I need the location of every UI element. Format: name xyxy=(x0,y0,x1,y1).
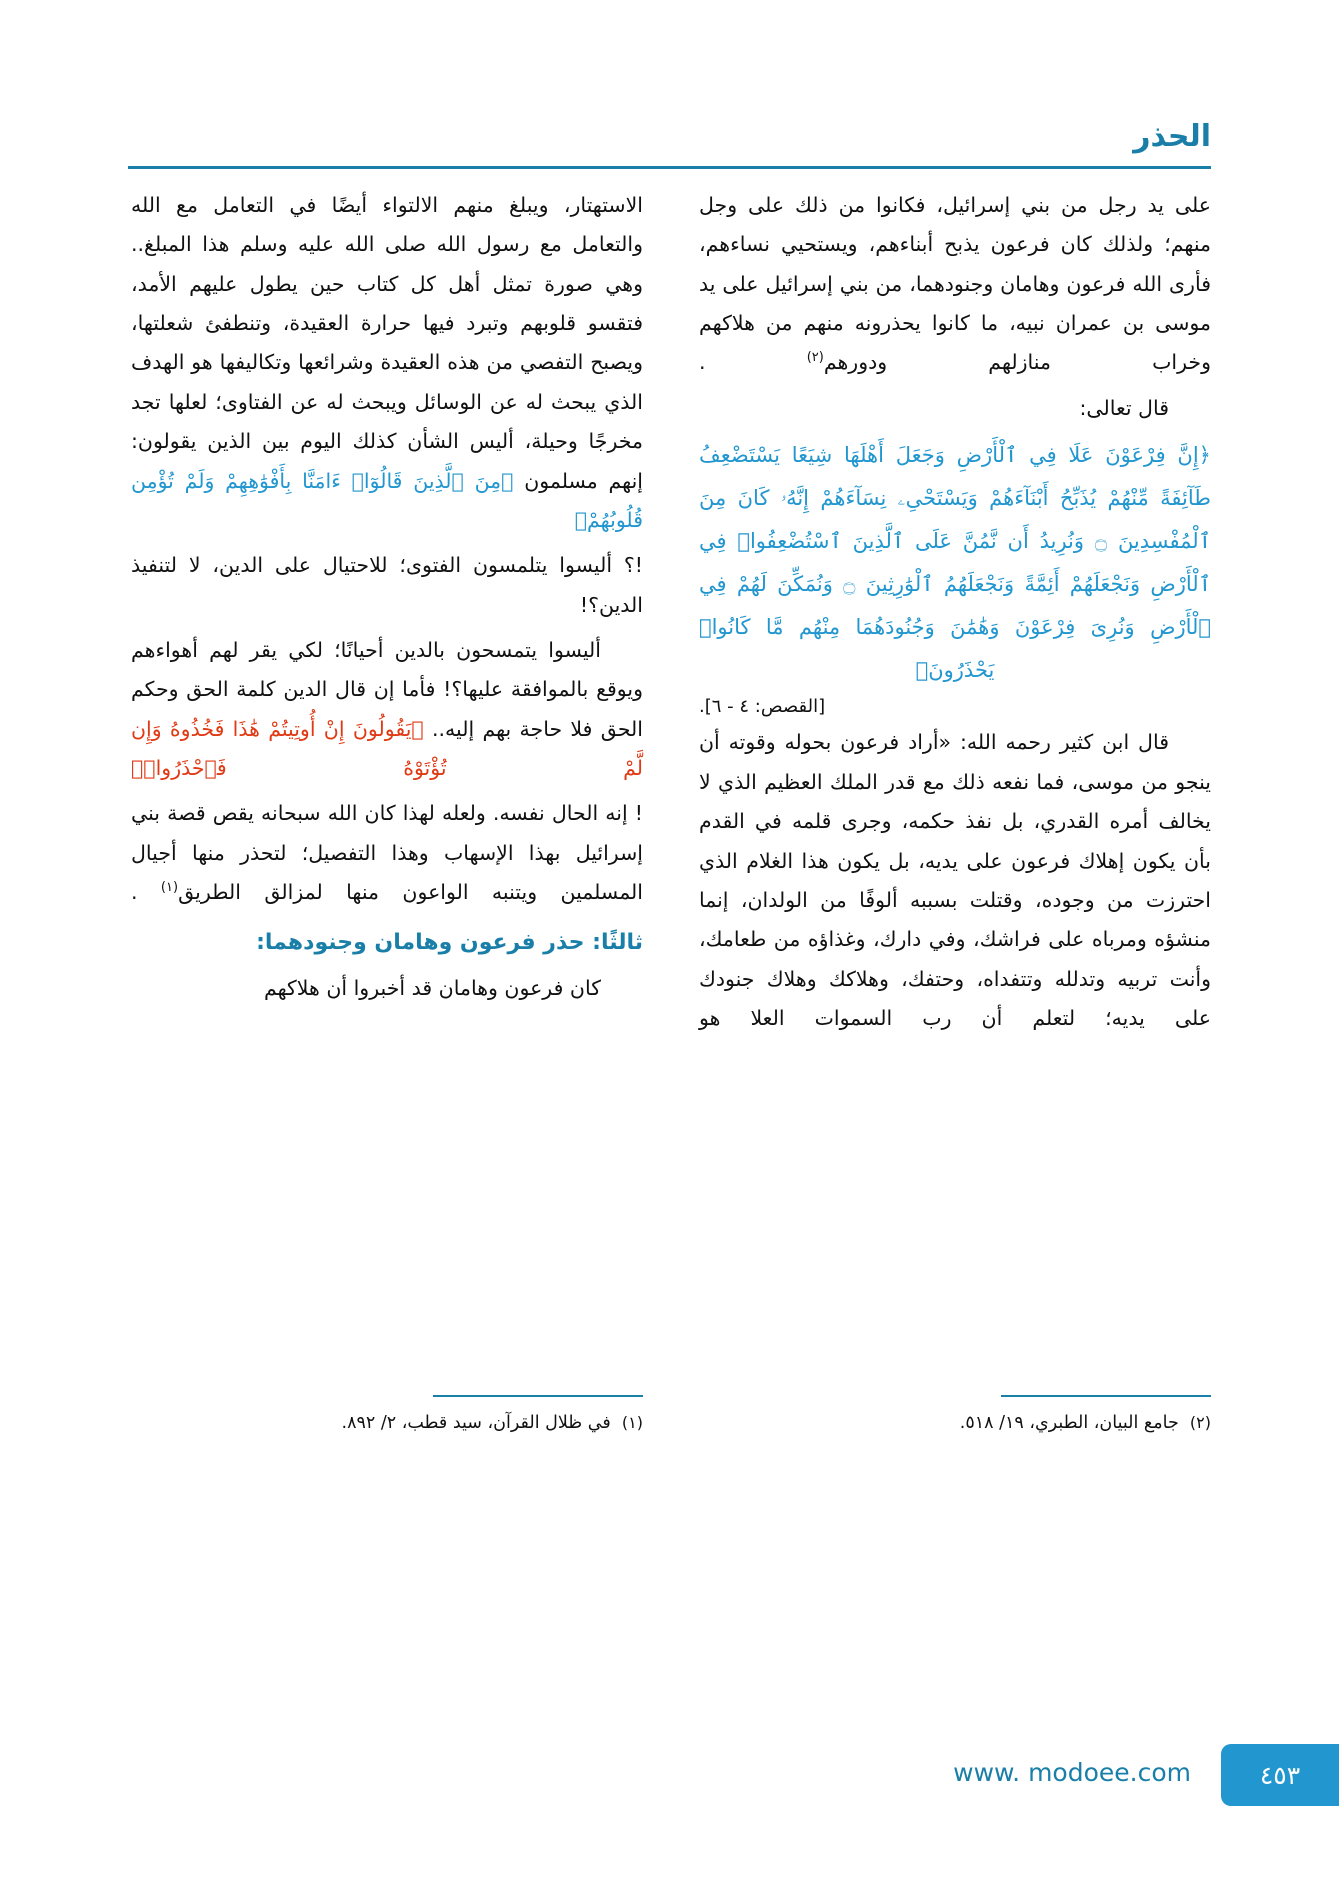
page-header xyxy=(128,120,1211,168)
left-paragraph-1-text: الاستهتار، ويبلغ منهم الالتواء أيضًا في التعامل مع الله والتعامل مع رسول الله صلى الله عليه وسلم هذا المبلغ.. وهي صورة تمثل أهل كل كتاب حين يطول عليهم الأمد، فتقسو قلوبهم وتبرد فيها حرارة العقيدة، وتنطفئ شعلتها، ويصبح التفصي من هذه العقيدة وشرائعها وتكاليفها هو الهدف الذي يبحث له عن الوسائل ويبحث له عن الفتاوى؛ لعلها تجد مخرجًا وحيلة، أليس الشأن كذلك اليوم بين الذين يقولون: إنهم مسلمون xyxy=(131,193,643,493)
footnote-left-column xyxy=(131,1395,643,1465)
footnote-divider-left xyxy=(433,1395,643,1397)
page-title: الحذر xyxy=(1133,119,1211,154)
ibn-kathir-quote: قال ابن كثير رحمه الله: «أراد فرعون بحوله وقوته أن ينجو من موسى، فما نفعه ذلك مع قدر الملك العظيم الذي لا يخالف أمره القدري، بل نفذ حكمه، وجرى قلمه في القدم بأن يكون إهلاك فرعون على يديه، بل يكون هذا الغلام الذي احترزت من وجوده، وقتلت بسببه ألوفًا من الولدان، إنما منشؤه ومرباه على فراشك، وفي دارك، وغذاؤه من طعامك، وأنت تربيه وتدلله وتتفداه، وحتفك، وهلاكك وهلاك جنودك على يديه؛ لتعلم أن رب السموات العلا هو xyxy=(699,730,1211,1030)
footnote-1 xyxy=(131,1409,643,1437)
quran-quote-inline-2: ﴿يَقُولُونَ إِنْ أُوتِيتُمْ هَٰذَا فَخُذُوهُ وَإِن لَّمْ تُؤْتَوْهُ فَٱحْذَرُوا۟﴾ xyxy=(131,716,643,781)
right-paragraph-1-tail: . xyxy=(699,350,807,375)
left-column xyxy=(131,186,643,1356)
site-url[interactable]: www. modoee.com xyxy=(953,1758,1191,1787)
quran-verse-qasas: ﴿إِنَّ فِرْعَوْنَ عَلَا فِي ٱلْأَرْضِ وَجَعَلَ أَهْلَهَا شِيَعًا يَسْتَضْعِفُ طَآئِفَةً مِّنْهُمْ يُذَبِّحُ أَبْنَآءَهُمْ وَيَسْتَحْىِۦ نِسَآءَهُمْ إِنَّهُۥ كَانَ مِنَ ٱلْمُفْسِدِينَ ۝ وَنُرِيدُ أَن نَّمُنَّ عَلَى ٱلَّذِينَ ٱسْتُضْعِفُوا۟ فِي ٱلْأَرْضِ وَنَجْعَلَهُمْ أَئِمَّةً وَنَجْعَلَهُمُ ٱلْوَٰرِثِينَ ۝ وَنُمَكِّنَ لَهُمْ فِي ٱلْأَرْضِ وَنُرِىَ فِرْعَوْنَ وَهَٰمَٰنَ وَجُنُودَهُمَا مِنْهُم مَّا كَانُوا۟ يَحْذَرُونَ﴾ xyxy=(699,443,1211,683)
page-footer xyxy=(0,1744,1339,1806)
footnote-2 xyxy=(699,1409,1211,1437)
footnote-2-number: (٢) xyxy=(1189,1413,1211,1432)
left-paragraph-5: كان فرعون وهامان قد أخبروا أن هلاكهم xyxy=(263,976,601,1001)
footnote-right-column xyxy=(699,1395,1211,1465)
footnote-divider-right xyxy=(1001,1395,1211,1397)
quran-intro: قال تعالى: xyxy=(1079,395,1169,420)
page-number: ٤٥٣ xyxy=(1259,1760,1301,1790)
page-number-tab xyxy=(1221,1744,1339,1806)
footnotes-area xyxy=(128,1395,1211,1465)
left-paragraph-4-tail: . xyxy=(131,880,161,905)
footnote-marker-1: (١) xyxy=(160,880,179,896)
right-paragraph-1 xyxy=(699,186,1211,383)
left-paragraph-3 xyxy=(131,631,643,788)
section-heading-thirdly: ثالثًا: حذر فرعون وهامان وجنودهما: xyxy=(256,930,643,956)
footnote-1-number: (١) xyxy=(621,1413,643,1432)
header-divider xyxy=(128,166,1211,169)
two-column-body xyxy=(128,186,1211,1356)
footnote-marker-2: (٢) xyxy=(806,350,824,366)
quran-quote-inline-1: ﴿مِنَ ٱلَّذِينَ قَالُوٓا۟ ءَامَنَّا بِأَفْوَٰهِهِمْ وَلَمْ تُؤْمِن قُلُوبُهُمْ﴾ xyxy=(131,468,643,532)
left-paragraph-3-text: أليسوا يتمسحون بالدين أحيانًا؛ لكي يقر لهم أهواءهم ويوقع بالموافقة عليها؟! فأما إن قال الدين كلمة الحق وحكم الحق فلا حاجة بهم إليه.. xyxy=(131,637,643,741)
footnote-1-text: في ظلال القرآن، سيد قطب، ٢/ ٨٩٢. xyxy=(341,1413,611,1433)
left-paragraph-4 xyxy=(131,794,643,912)
footnote-2-text: جامع البيان، الطبري، ١٩/ ٥١٨. xyxy=(959,1413,1179,1433)
left-paragraph-2: !؟ أليسوا يتلمسون الفتوى؛ للاحتيال على الدين، لا لتنفيذ الدين؟! xyxy=(131,553,643,617)
left-paragraph-1 xyxy=(131,186,643,540)
left-paragraph-4-text: ! إنه الحال نفسه. ولعله لهذا كان الله سبحانه يقص قصة بني إسرائيل بهذا الإسهاب وهذا التفصيل؛ لتحذر منها أجيال المسلمين ويتنبه الواعون منها لمزالق الطريق xyxy=(131,801,643,905)
quran-reference: [القصص: ٤ - ٦]. xyxy=(699,696,826,718)
right-column xyxy=(699,186,1211,1356)
right-paragraph-1-text: على يد رجل من بني إسرائيل، فكانوا من ذلك على وجل منهم؛ ولذلك كان فرعون يذبح أبناءهم، ويستحيي نساءهم، فأرى الله فرعون وهامان وجنودهما، من بني إسرائيل على يد موسى بن عمران نبيه، ما كانوا يحذرونه منهم من هلاكهم وخراب منازلهم ودورهم xyxy=(699,193,1211,375)
